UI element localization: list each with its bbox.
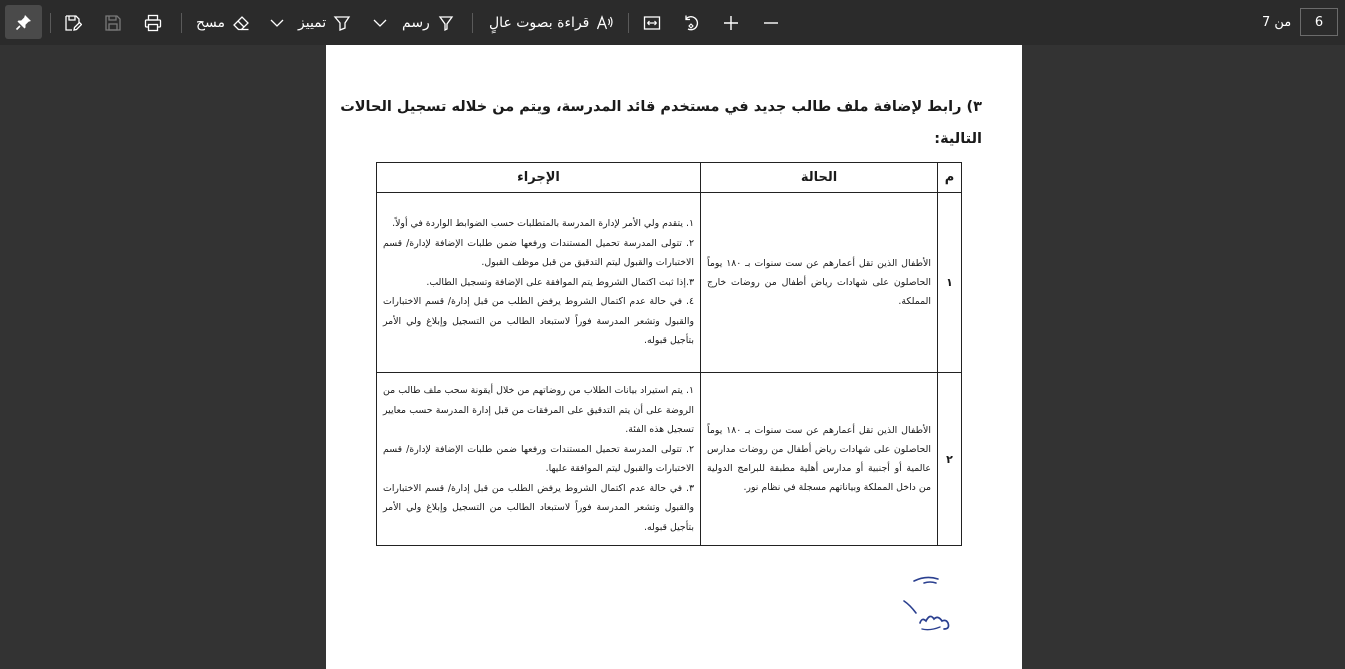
page-total-label: من 7	[1262, 15, 1292, 30]
header-num: م	[938, 163, 962, 193]
edit-save-icon	[64, 14, 82, 32]
case-cell	[701, 373, 938, 546]
section-heading-continuation: التالية:	[934, 131, 982, 147]
toolbar-separator	[50, 13, 51, 33]
header-case: الحالة	[701, 163, 938, 193]
action-item: ٢. تتولى المدرسة تحميل المستندات ورفعها ضمن طلبات الإضافة لإدارة/ قسم الاختبارات والقبول ليتم التدقيق من قبل موظف القبول.	[383, 237, 694, 269]
toolbar-separator	[181, 13, 182, 33]
pdf-toolbar	[0, 0, 1345, 45]
print-icon	[144, 14, 162, 32]
action-item: ٤. في حالة عدم اكتمال الشروط يرفض الطلب من قبل إدارة/ قسم الاختبارات والقبول وتشعر المدرسة فوراً لاستبعاد الطالب من التسجيل وإبلاغ ولي الأمر بتأجيل قبوله.	[383, 296, 694, 347]
toolbar-separator	[628, 13, 629, 33]
case-text: الأطفال الذين تقل أعمارهم عن ست سنوات بـ ١٨٠ يوماً الحاصلون على شهادات رياض أطفال من روضات خارج المملكة.	[707, 258, 931, 307]
action-cell	[377, 373, 701, 546]
action-item: ٣.إذا ثبت اكتمال الشروط يتم الموافقة على الإضافة وتسجيل الطالب.	[426, 276, 694, 288]
pin-icon	[15, 13, 33, 31]
action-list	[377, 210, 700, 355]
fit-page-icon	[643, 14, 661, 32]
cases-table	[376, 162, 962, 546]
chevron-down-icon	[371, 14, 389, 32]
print-button[interactable]	[144, 0, 162, 45]
case-text: الأطفال الذين تقل أعمارهم عن ست سنوات بـ ١٨٠ يوماً الحاصلون على شهادات رياض أطفال من روضات مدارس عالمية أو أجنبية أو مدارس أهلية مطبقة للبرامج الدولية من داخل المملكة وبياناتهم مسجلة في نظام نور.	[707, 425, 931, 493]
row-number: ٢	[938, 373, 962, 546]
highlight-button[interactable]	[298, 0, 351, 45]
read-aloud-icon	[596, 14, 614, 32]
read-aloud-label: قراءة بصوت عالٍ	[489, 14, 590, 31]
save-icon	[104, 14, 122, 32]
action-cell	[377, 193, 701, 373]
pin-toolbar-button[interactable]	[5, 5, 42, 39]
erase-label: مسح	[196, 14, 226, 31]
row-number: ١	[938, 193, 962, 373]
handwritten-signature	[896, 573, 966, 643]
page-number-input[interactable]: 6	[1300, 8, 1338, 36]
action-list	[377, 377, 700, 541]
zoom-in-icon	[722, 14, 740, 32]
zoom-out-icon	[762, 14, 780, 32]
draw-button[interactable]	[402, 0, 455, 45]
highlight-options-button[interactable]	[268, 0, 286, 45]
table-row	[377, 193, 962, 373]
edit-save-button[interactable]	[64, 0, 82, 45]
zoom-in-button[interactable]	[722, 0, 740, 45]
action-item: ٣. في حالة عدم اكتمال الشروط يرفض الطلب من قبل إدارة/ قسم الاختبارات والقبول وتشعر المدرسة فوراً لاستبعاد الطالب من التسجيل وإبلاغ ولي الأمر بتأجيل قبوله.	[383, 482, 694, 533]
rotate-button[interactable]	[682, 0, 700, 45]
draw-label: رسم	[402, 14, 430, 31]
draw-options-button[interactable]	[371, 0, 389, 45]
save-button[interactable]	[104, 0, 122, 45]
chevron-down-icon	[268, 14, 286, 32]
action-item: ١. يتم استيراد بيانات الطلاب من روضاتهم من خلال أيقونة سحب ملف طالب من الروضة على أن يتم التدقيق على المرفقات من قبل إدارة المدرسة حسب معايير تسجيل هذه الفئة.	[383, 385, 694, 435]
table-header-row	[377, 163, 962, 193]
table-row	[377, 373, 962, 546]
action-item: ٢. تتولى المدرسة تحميل المستندات ورفعها ضمن طلبات الإضافة لإدارة/ قسم الاختبارات والقبول ليتم الموافقة عليها.	[383, 443, 694, 474]
rotate-icon	[682, 14, 700, 32]
erase-button[interactable]	[196, 0, 250, 45]
pen-icon	[437, 14, 455, 32]
zoom-out-button[interactable]	[762, 0, 780, 45]
header-action: الإجراء	[377, 163, 701, 193]
eraser-icon	[232, 14, 250, 32]
read-aloud-button[interactable]	[489, 0, 614, 45]
toolbar-separator	[472, 13, 473, 33]
highlight-label: تمييز	[298, 14, 327, 31]
action-item: ١. يتقدم ولي الأمر لإدارة المدرسة بالمتطلبات حسب الضوابط الواردة في أولاً.	[392, 218, 694, 230]
section-heading: ٣) رابط لإضافة ملف طالب جديد في مستخدم قائد المدرسة، ويتم من خلاله تسجيل الحالات	[340, 99, 982, 115]
highlighter-icon	[333, 14, 351, 32]
document-page	[326, 45, 1022, 669]
fit-page-button[interactable]	[643, 0, 661, 45]
case-cell	[701, 193, 938, 373]
